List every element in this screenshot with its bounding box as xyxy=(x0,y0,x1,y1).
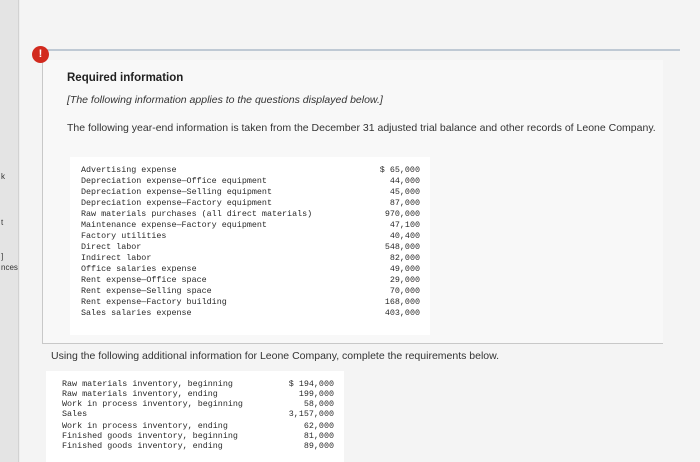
table-row xyxy=(70,220,430,231)
table-row xyxy=(70,176,430,187)
table-row xyxy=(70,286,430,297)
divider xyxy=(34,49,680,51)
row-value: 87,000 xyxy=(389,198,420,208)
row-value: $ 65,000 xyxy=(379,165,420,175)
row-label: Sales salaries expense xyxy=(81,308,192,318)
row-label: Finished goods inventory, beginning xyxy=(62,431,238,441)
sidebar-fragment[interactable]: ] xyxy=(1,252,4,261)
row-value: 970,000 xyxy=(384,209,420,219)
table-row xyxy=(46,441,344,452)
row-value: 29,000 xyxy=(389,275,420,285)
trial-balance-table xyxy=(70,157,430,335)
row-value: $ 194,000 xyxy=(288,379,334,389)
table-row xyxy=(70,297,430,308)
row-label: Depreciation expense—Factory equipment xyxy=(81,198,272,208)
row-value: 3,157,000 xyxy=(288,409,334,419)
alert-icon: ! xyxy=(32,46,49,63)
sidebar-fragment[interactable]: nces xyxy=(1,263,18,272)
row-value: 70,000 xyxy=(389,286,420,296)
required-info-title: Required information xyxy=(67,72,184,84)
table-row xyxy=(70,231,430,242)
required-info-subtitle: [The following information applies to the questions displayed below.] xyxy=(67,94,383,106)
table-row xyxy=(70,264,430,275)
sidebar-fragment[interactable]: k xyxy=(1,172,5,181)
row-value: 40,400 xyxy=(389,231,420,241)
row-value: 49,000 xyxy=(389,264,420,274)
row-value: 44,000 xyxy=(389,176,420,186)
row-label: Depreciation expense—Selling equipment xyxy=(81,187,272,197)
row-label: Depreciation expense—Office equipment xyxy=(81,176,267,186)
row-label: Sales xyxy=(62,409,88,419)
row-label: Office salaries expense xyxy=(81,264,197,274)
row-value: 81,000 xyxy=(303,431,334,441)
row-value: 62,000 xyxy=(303,421,334,431)
table-row xyxy=(70,275,430,286)
row-label: Direct labor xyxy=(81,242,142,252)
row-label: Raw materials inventory, beginning xyxy=(62,379,233,389)
intro-text: The following year-end information is taken from the December 31 adjusted trial balance and other records of Leone Company. xyxy=(67,122,656,134)
left-navigation-strip xyxy=(0,0,19,462)
row-label: Finished goods inventory, ending xyxy=(62,441,223,451)
row-value: 82,000 xyxy=(389,253,420,263)
additional-info-text: Using the following additional information for Leone Company, complete the requirements below. xyxy=(51,350,500,362)
table-row xyxy=(70,253,430,264)
row-label: Raw materials inventory, ending xyxy=(62,389,218,399)
row-value: 168,000 xyxy=(384,297,420,307)
table-row xyxy=(70,242,430,253)
row-value: 58,000 xyxy=(303,399,334,409)
row-label: Rent expense—Office space xyxy=(81,275,207,285)
row-label: Rent expense—Selling space xyxy=(81,286,212,296)
sidebar-fragment[interactable]: t xyxy=(1,218,4,227)
row-value: 47,100 xyxy=(389,220,420,230)
row-label: Rent expense—Factory building xyxy=(81,297,227,307)
additional-info-table xyxy=(46,371,344,462)
table-row xyxy=(70,187,430,198)
table-row xyxy=(70,308,430,319)
row-label: Advertising expense xyxy=(81,165,177,175)
table-row xyxy=(70,209,430,220)
table-row xyxy=(70,165,430,176)
row-label: Maintenance expense—Factory equipment xyxy=(81,220,267,230)
row-label: Work in process inventory, beginning xyxy=(62,399,243,409)
row-label: Raw materials purchases (all direct materials) xyxy=(81,209,313,219)
row-value: 403,000 xyxy=(384,308,420,318)
row-value: 89,000 xyxy=(303,441,334,451)
table-row xyxy=(70,198,430,209)
row-value: 199,000 xyxy=(298,389,334,399)
row-value: 45,000 xyxy=(389,187,420,197)
row-label: Indirect labor xyxy=(81,253,152,263)
row-label: Factory utilities xyxy=(81,231,167,241)
row-value: 548,000 xyxy=(384,242,420,252)
table-row xyxy=(46,409,344,420)
row-label: Work in process inventory, ending xyxy=(62,421,228,431)
